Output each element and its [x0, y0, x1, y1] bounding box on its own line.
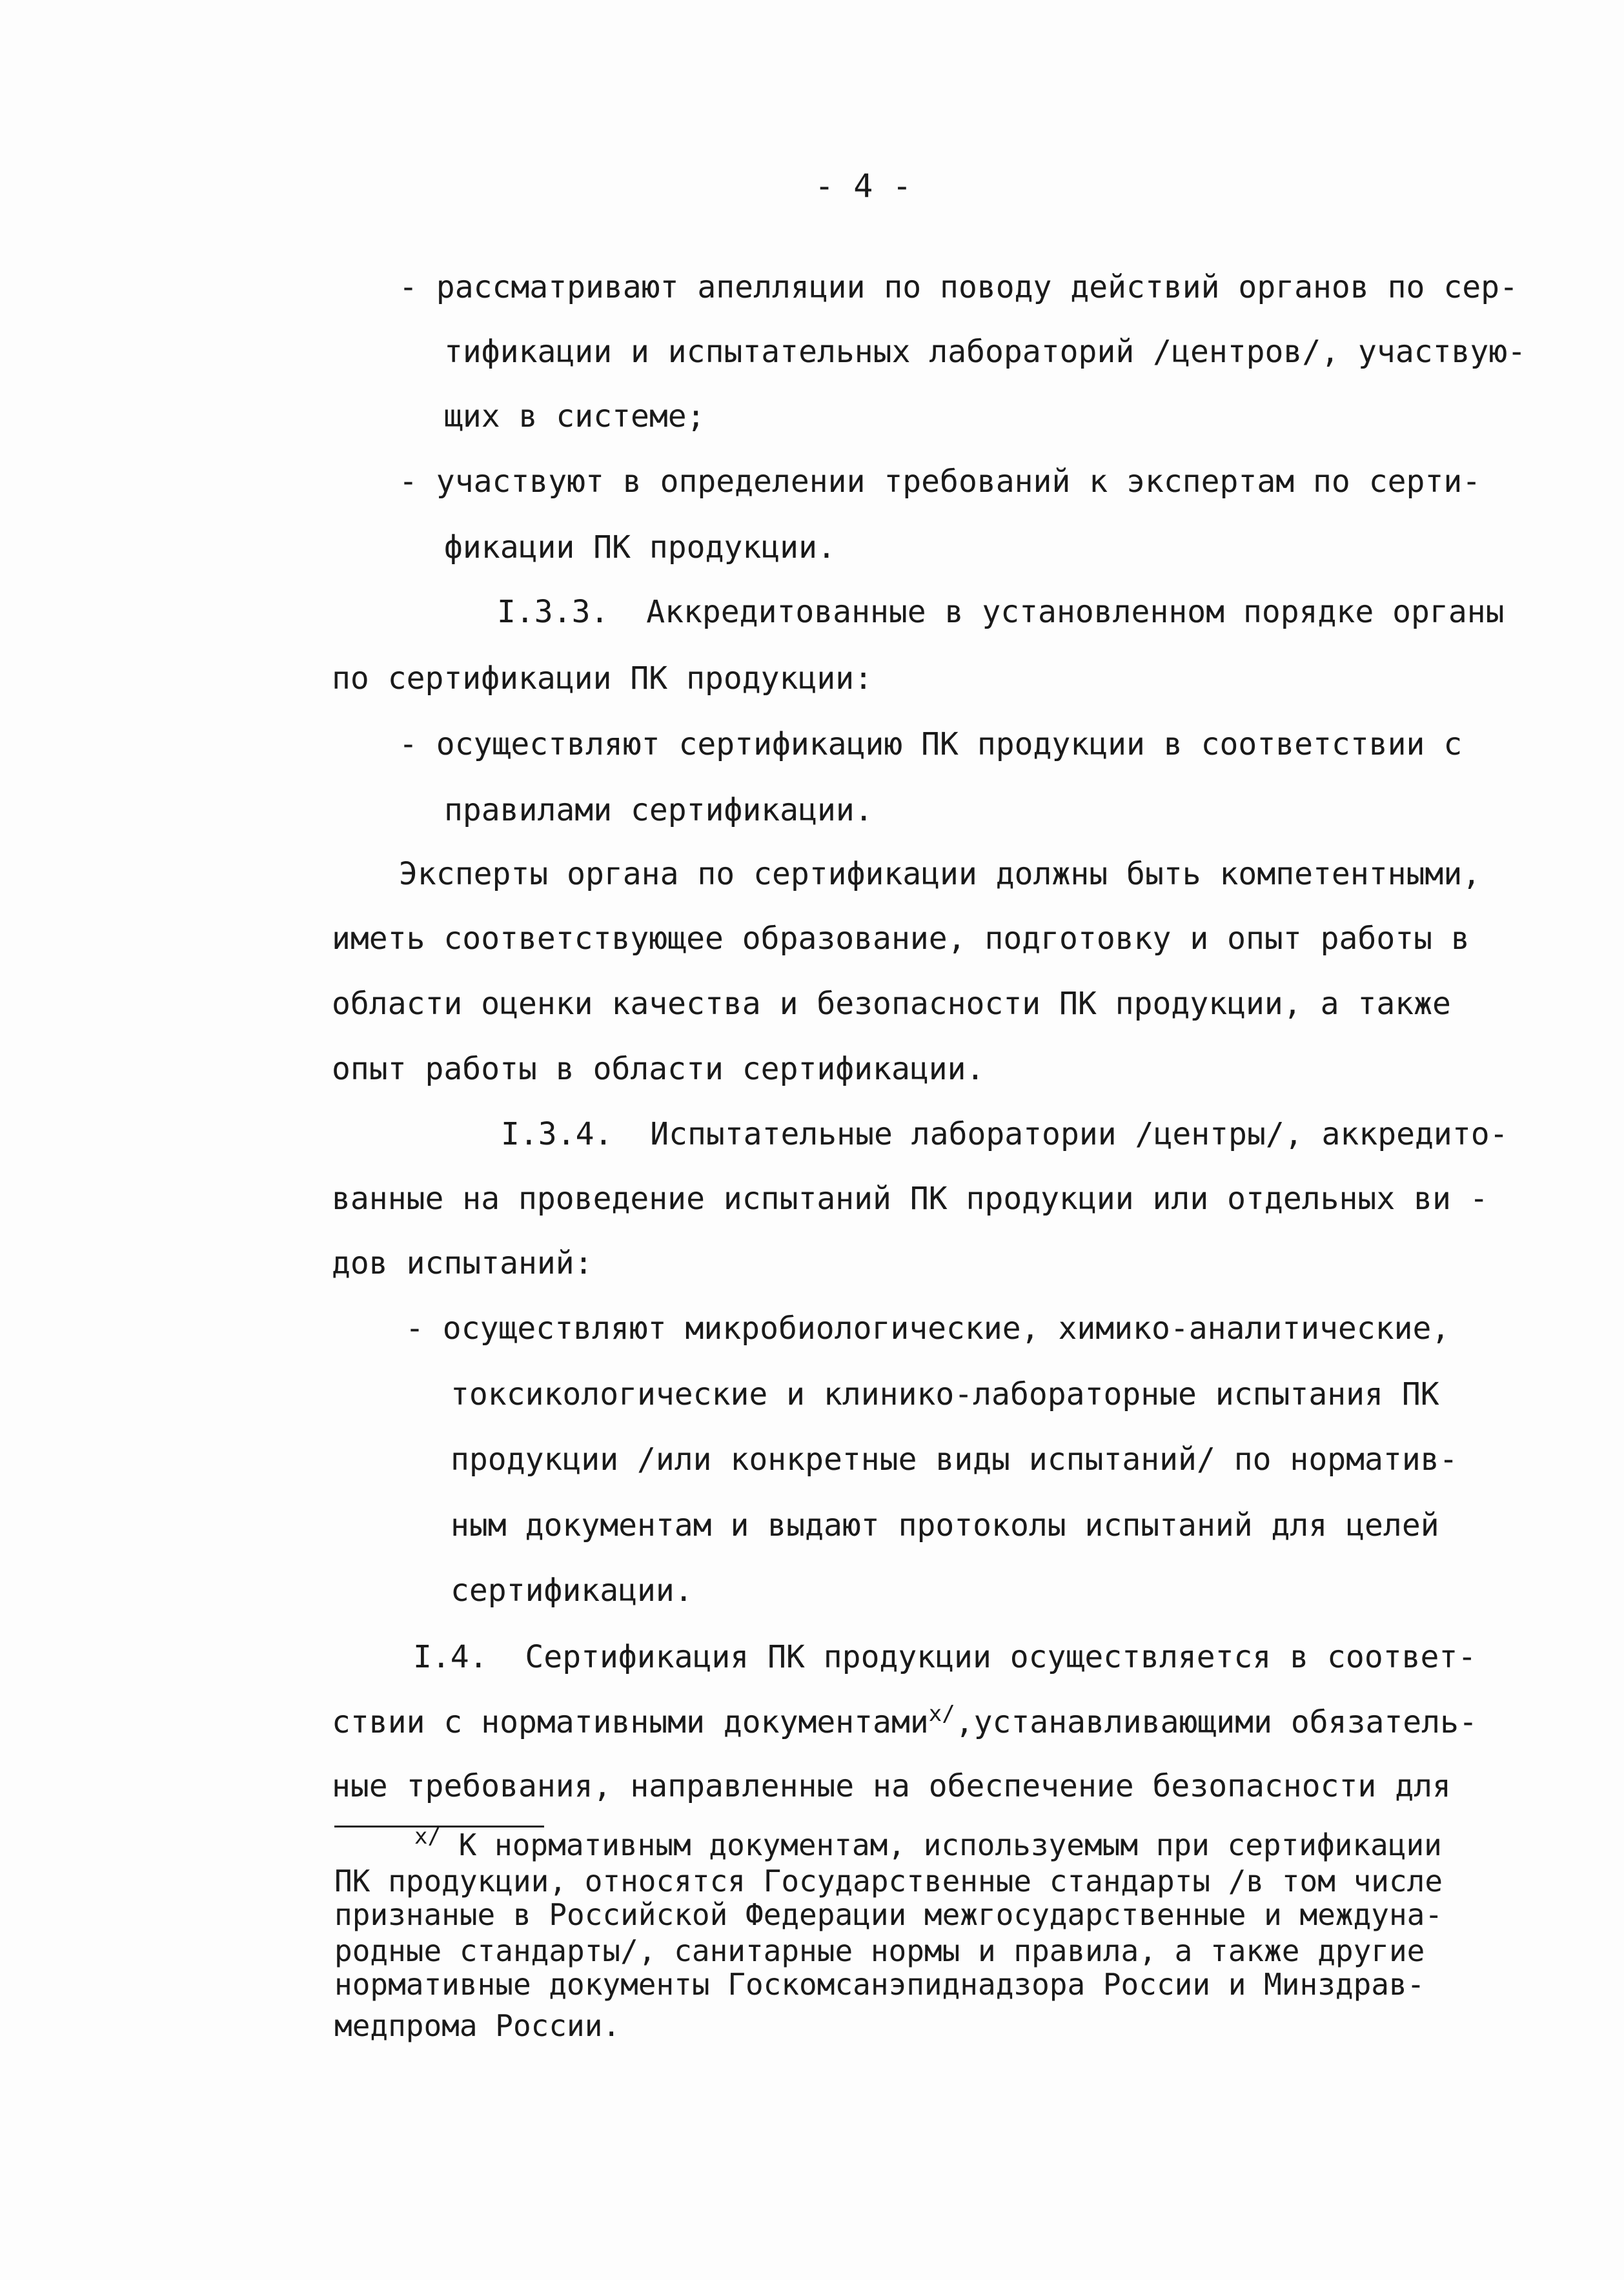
footnote-marker: x/ — [414, 1824, 441, 1849]
text-line: опыт работы в области сертификации. — [332, 1051, 985, 1087]
text-line: - участвуют в определении требований к экспертам по серти- — [399, 463, 1481, 500]
text-fragment: ствии с нормативными документами — [332, 1704, 929, 1740]
text-line: фикации ПК продукции. — [444, 529, 836, 565]
text-line: щих в системе; — [444, 398, 705, 434]
footnote-text: К нормативным документам, используемым при сертификации — [440, 1827, 1442, 1862]
text-line: - осуществляют микробиологические, химико-аналитические, — [405, 1310, 1450, 1347]
text-line: иметь соответствующее образование, подготовку и опыт работы в — [332, 921, 1470, 957]
text-line: ные требования, направленные на обеспечение безопасности для — [332, 1768, 1451, 1804]
text-line: по сертификации ПК продукции: — [332, 660, 873, 697]
footnote-reference: x/ — [928, 1701, 955, 1727]
text-line: дов испытаний: — [332, 1245, 593, 1281]
footnote-line: родные стандарты/, санитарные нормы и правила, а также другие — [334, 1933, 1425, 1968]
text-line: ванные на проведение испытаний ПК продукции или отдельных ви - — [332, 1181, 1488, 1217]
footnote-line — [414, 1824, 1442, 1864]
text-line: I.4. Сертификация ПК продукции осуществляется в соответ- — [413, 1639, 1477, 1675]
text-line-with-footnote-ref — [332, 1703, 1477, 1745]
text-line: продукции /или конкретные виды испытаний/ по норматив- — [451, 1441, 1458, 1478]
text-line: токсикологические и клинико-лабораторные испытания ПК — [451, 1376, 1439, 1412]
footnote-line: признаные в Российской Федерации межгосударственные и междуна- — [334, 1897, 1443, 1932]
footnote-line: нормативные документы Госкомсанэпиднадзора России и Минздрав- — [334, 1967, 1425, 2002]
text-line: тификации и испытательных лабораторий /центров/, участвую- — [444, 334, 1527, 370]
text-line: правилами сертификации. — [444, 792, 873, 828]
text-line: ным документам и выдают протоколы испытаний для целей — [451, 1507, 1439, 1543]
text-line: I.3.4. Испытательные лаборатории /центры/, аккредито- — [501, 1116, 1508, 1152]
text-line: области оценки качества и безопасности ПК продукции, а также — [332, 986, 1451, 1022]
text-fragment: ,устанавливающими обязатель- — [955, 1704, 1477, 1740]
text-line: Эксперты органа по сертификации должны быть компетентными, — [399, 856, 1481, 892]
page-number: - 4 - — [815, 167, 912, 205]
text-line: - рассматривают апелляции по поводу действий органов по сер- — [399, 269, 1518, 305]
footnote-line: ПК продукции, относятся Государственные стандарты /в том числе — [334, 1864, 1443, 1898]
text-line: - осуществляют сертификацию ПК продукции в соответствии с — [399, 726, 1463, 762]
footnote-line: медпрома России. — [334, 2008, 621, 2043]
text-line: сертификации. — [451, 1573, 693, 1609]
text-line: I.3.3. Аккредитованные в установленном порядке органы — [497, 594, 1505, 630]
